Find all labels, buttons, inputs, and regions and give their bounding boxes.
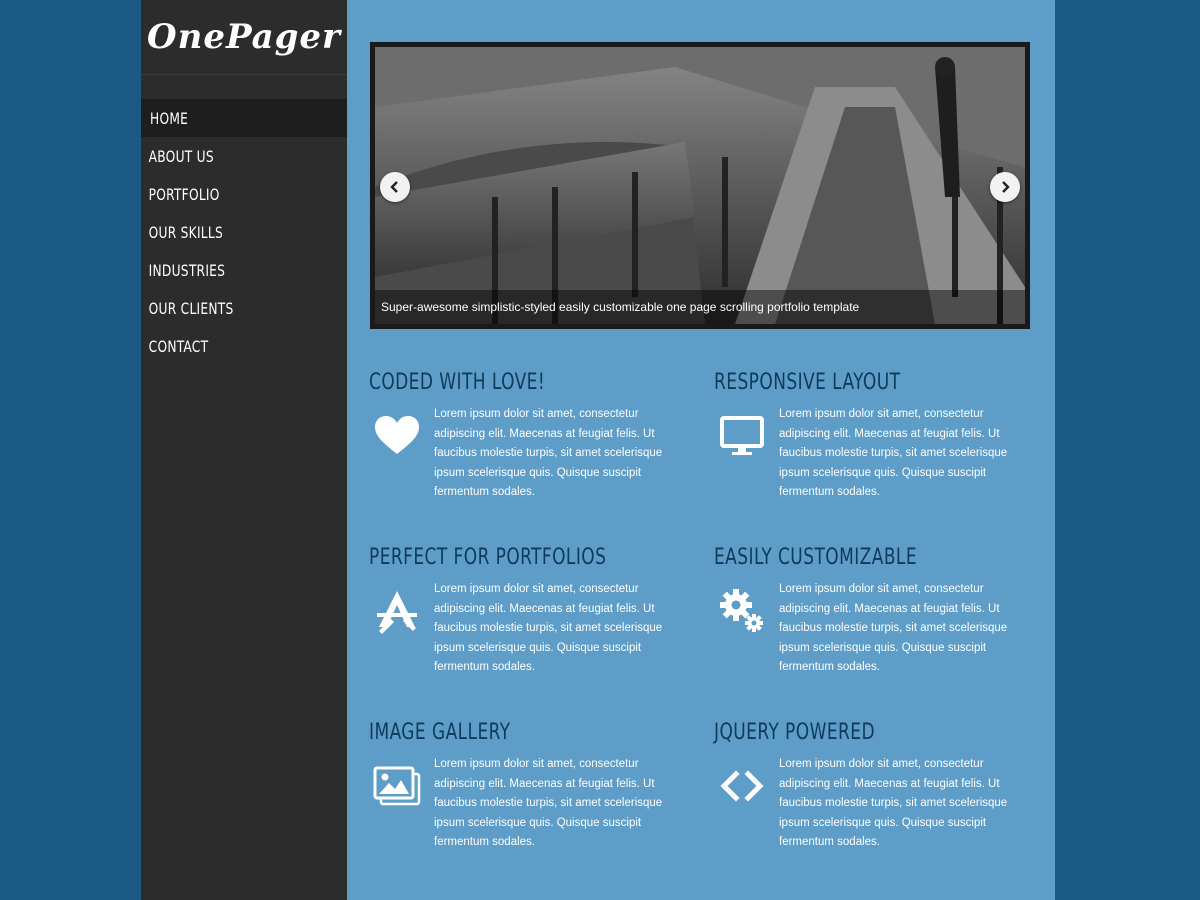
slide-caption: Super-awesome simplistic-styled easily customizable one page scrolling portfolio template [375, 290, 1025, 324]
logo-text[interactable]: OnePager [147, 17, 341, 57]
feature-text: Lorem ipsum dolor sit amet, consectetur adipiscing elit. Maecenas at feugiat felis. Ut faucibus molestie turpis, sit amet scelerisque ipsum scelerisque quis. Quisque suscipit fermentum sodales. [779, 583, 1008, 674]
feature-jquery-powered [714, 720, 1034, 849]
feature-title: RESPONSIVE LAYOUT [714, 370, 901, 395]
feature-title: IMAGE GALLERY [369, 720, 511, 745]
feature-perfect-for-portfolios [369, 545, 689, 674]
nav-item-industries[interactable]: INDUSTRIES [148, 260, 226, 280]
slider-next-button[interactable] [990, 172, 1020, 202]
logo[interactable] [141, 0, 347, 75]
main-nav [141, 99, 347, 365]
chevron-right-icon [998, 180, 1012, 194]
nav-item-portfolio[interactable]: PORTFOLIO [148, 184, 220, 204]
sidebar [141, 0, 347, 900]
heart-icon [373, 412, 421, 460]
feature-title: EASILY CUSTOMIZABLE [714, 545, 918, 570]
feature-title: CODED WITH LOVE! [369, 370, 546, 395]
nav-item-about-us[interactable]: ABOUT US [148, 146, 214, 166]
feature-title: PERFECT FOR PORTFOLIOS [369, 545, 607, 570]
chevron-left-icon [388, 180, 402, 194]
gallery-icon [373, 762, 421, 810]
code-icon [718, 762, 766, 810]
monitor-icon [718, 412, 766, 460]
gears-icon [718, 587, 766, 635]
feature-title: JQUERY POWERED [714, 720, 875, 745]
feature-coded-with-love [369, 370, 689, 499]
feature-text: Lorem ipsum dolor sit amet, consectetur adipiscing elit. Maecenas at feugiat felis. Ut faucibus molestie turpis, sit amet scelerisque ipsum scelerisque quis. Quisque suscipit fermentum sodales. [779, 758, 1008, 849]
nav-item-our-clients[interactable]: OUR CLIENTS [148, 298, 234, 318]
feature-text: Lorem ipsum dolor sit amet, consectetur adipiscing elit. Maecenas at feugiat felis. Ut faucibus molestie turpis, sit amet scelerisque ipsum scelerisque quis. Quisque suscipit fermentum sodales. [434, 583, 663, 674]
feature-easily-customizable [714, 545, 1034, 674]
feature-text: Lorem ipsum dolor sit amet, consectetur adipiscing elit. Maecenas at feugiat felis. Ut faucibus molestie turpis, sit amet scelerisque ipsum scelerisque quis. Quisque suscipit fermentum sodales. [434, 408, 663, 499]
slide-image [375, 47, 1025, 324]
feature-text: Lorem ipsum dolor sit amet, consectetur adipiscing elit. Maecenas at feugiat felis. Ut faucibus molestie turpis, sit amet scelerisque ipsum scelerisque quis. Quisque suscipit fermentum sodales. [779, 408, 1008, 499]
image-slider[interactable] [370, 42, 1030, 329]
feature-responsive-layout [714, 370, 1034, 499]
slider-prev-button[interactable] [380, 172, 410, 202]
nav-item-our-skills[interactable]: OUR SKILLS [148, 222, 223, 242]
feature-text: Lorem ipsum dolor sit amet, consectetur adipiscing elit. Maecenas at feugiat felis. Ut faucibus molestie turpis, sit amet scelerisque ipsum scelerisque quis. Quisque suscipit fermentum sodales. [434, 758, 663, 849]
design-tools-icon [373, 587, 421, 635]
feature-image-gallery [369, 720, 689, 849]
nav-item-contact[interactable]: CONTACT [148, 336, 209, 356]
main-content [347, 0, 1055, 900]
nav-item-home[interactable]: HOME [141, 99, 347, 137]
